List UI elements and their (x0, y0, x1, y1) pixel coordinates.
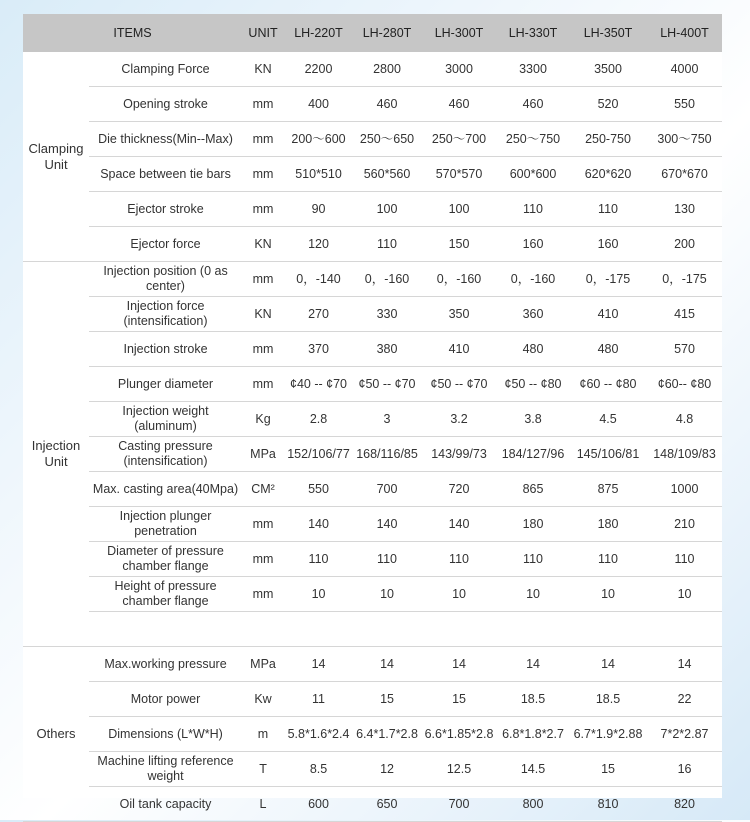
row-unit: MPa (242, 647, 284, 682)
cell: 200 (647, 227, 722, 262)
cell: 250～700 (421, 122, 497, 157)
cell: 14 (421, 647, 497, 682)
cell: 865 (497, 472, 569, 507)
row-item: Injection force (intensification) (89, 297, 242, 332)
group-label-injection-unit: Injection Unit (23, 262, 89, 647)
row-item: Space between tie bars (89, 157, 242, 192)
cell: 11 (284, 682, 353, 717)
cell (353, 612, 421, 647)
table-row (23, 437, 722, 472)
table-row (23, 157, 722, 192)
row-item: Max.working pressure (89, 647, 242, 682)
cell: 110 (284, 542, 353, 577)
cell: 3300 (497, 52, 569, 87)
cell: 2200 (284, 52, 353, 87)
cell: 510*510 (284, 157, 353, 192)
row-item: Motor power (89, 682, 242, 717)
row-unit: mm (242, 192, 284, 227)
cell: 3500 (569, 52, 647, 87)
cell: 700 (353, 472, 421, 507)
cell: ¢50 -- ¢70 (421, 367, 497, 402)
row-item: Injection plunger penetration (89, 507, 242, 542)
row-item: Ejector force (89, 227, 242, 262)
row-unit: mm (242, 157, 284, 192)
cell: 100 (353, 192, 421, 227)
cell: 250～650 (353, 122, 421, 157)
cell: 16 (647, 752, 722, 787)
cell: 410 (569, 297, 647, 332)
row-unit: mm (242, 262, 284, 297)
table-row (23, 262, 722, 297)
row-item: Oil tank capacity (89, 787, 242, 822)
cell: 110 (421, 542, 497, 577)
cell: ¢40 -- ¢70 (284, 367, 353, 402)
cell: 148/109/83 (647, 437, 722, 472)
cell: ¢50 -- ¢70 (353, 367, 421, 402)
header-model: LH-330T (497, 14, 569, 52)
cell (647, 612, 722, 647)
cell: 460 (353, 87, 421, 122)
row-unit: KN (242, 52, 284, 87)
cell: 180 (569, 507, 647, 542)
cell: 143/99/73 (421, 437, 497, 472)
cell: 250-750 (569, 122, 647, 157)
cell (569, 612, 647, 647)
cell: 670*670 (647, 157, 722, 192)
cell: 480 (497, 332, 569, 367)
table-row (23, 612, 722, 647)
table-row (23, 332, 722, 367)
cell: 600*600 (497, 157, 569, 192)
cell: 250～750 (497, 122, 569, 157)
cell: 460 (497, 87, 569, 122)
cell: 110 (647, 542, 722, 577)
cell (284, 612, 353, 647)
cell (421, 612, 497, 647)
table-row (23, 367, 722, 402)
table-header-row (23, 14, 722, 52)
cell: 140 (284, 507, 353, 542)
spec-table-card (23, 14, 722, 811)
cell: 145/106/81 (569, 437, 647, 472)
cell: 100 (421, 192, 497, 227)
cell: 360 (497, 297, 569, 332)
cell: 160 (497, 227, 569, 262)
cell: 4.8 (647, 402, 722, 437)
cell: 90 (284, 192, 353, 227)
table-row (23, 87, 722, 122)
table-row (23, 52, 722, 87)
cell: 6.7*1.9*2.88 (569, 717, 647, 752)
header-model: LH-400T (647, 14, 722, 52)
cell: 720 (421, 472, 497, 507)
cell: ¢60 -- ¢80 (569, 367, 647, 402)
cell: 7*2*2.87 (647, 717, 722, 752)
table-row (23, 122, 722, 157)
cell: 10 (647, 577, 722, 612)
specification-table (23, 14, 722, 822)
cell: 15 (353, 682, 421, 717)
cell: 330 (353, 297, 421, 332)
header-model: LH-280T (353, 14, 421, 52)
cell: 18.5 (497, 682, 569, 717)
cell: 3.8 (497, 402, 569, 437)
cell: 810 (569, 787, 647, 822)
cell: 14 (284, 647, 353, 682)
table-row (23, 227, 722, 262)
cell: 6.8*1.8*2.7 (497, 717, 569, 752)
cell: 10 (284, 577, 353, 612)
cell: 152/106/77 (284, 437, 353, 472)
cell: 18.5 (569, 682, 647, 717)
row-unit: L (242, 787, 284, 822)
cell: ¢50 -- ¢80 (497, 367, 569, 402)
cell: 15 (421, 682, 497, 717)
cell: 460 (421, 87, 497, 122)
cell: 6.6*1.85*2.8 (421, 717, 497, 752)
cell: 12 (353, 752, 421, 787)
row-unit: mm (242, 507, 284, 542)
header-model: LH-220T (284, 14, 353, 52)
cell: 4000 (647, 52, 722, 87)
table-row (23, 192, 722, 227)
cell: 2.8 (284, 402, 353, 437)
cell: ¢60-- ¢80 (647, 367, 722, 402)
cell: 0，-160 (353, 262, 421, 297)
cell: 6.4*1.7*2.8 (353, 717, 421, 752)
row-item: Plunger diameter (89, 367, 242, 402)
table-row (23, 542, 722, 577)
table-row (23, 472, 722, 507)
cell: 570*570 (421, 157, 497, 192)
cell: 14.5 (497, 752, 569, 787)
row-item: Ejector stroke (89, 192, 242, 227)
cell: 550 (284, 472, 353, 507)
cell: 400 (284, 87, 353, 122)
cell: 210 (647, 507, 722, 542)
cell: 110 (497, 192, 569, 227)
cell: 110 (353, 227, 421, 262)
cell: 550 (647, 87, 722, 122)
cell: 110 (569, 192, 647, 227)
cell: 600 (284, 787, 353, 822)
group-label-clamping-unit: Clamping Unit (23, 52, 89, 262)
row-item: Max. casting area(40Mpa) (89, 472, 242, 507)
cell: 14 (569, 647, 647, 682)
row-unit: Kw (242, 682, 284, 717)
row-unit (242, 612, 284, 647)
cell (497, 612, 569, 647)
cell: 350 (421, 297, 497, 332)
cell: 620*620 (569, 157, 647, 192)
cell: 3.2 (421, 402, 497, 437)
cell: 140 (421, 507, 497, 542)
row-item: Injection position (0 as center) (89, 262, 242, 297)
cell: 10 (569, 577, 647, 612)
table-row (23, 297, 722, 332)
row-unit: mm (242, 367, 284, 402)
cell: 5.8*1.6*2.4 (284, 717, 353, 752)
row-item: Machine lifting reference weight (89, 752, 242, 787)
row-unit: m (242, 717, 284, 752)
cell: 10 (497, 577, 569, 612)
cell: 110 (497, 542, 569, 577)
table-row (23, 647, 722, 682)
cell: 800 (497, 787, 569, 822)
cell: 14 (497, 647, 569, 682)
table-row (23, 787, 722, 822)
row-unit: T (242, 752, 284, 787)
table-row (23, 752, 722, 787)
cell: 130 (647, 192, 722, 227)
cell: 370 (284, 332, 353, 367)
table-row (23, 402, 722, 437)
row-item (89, 612, 242, 647)
table-row (23, 507, 722, 542)
cell: 820 (647, 787, 722, 822)
cell: 875 (569, 472, 647, 507)
cell: 380 (353, 332, 421, 367)
row-item: Diameter of pressure chamber flange (89, 542, 242, 577)
row-item: Injection weight (aluminum) (89, 402, 242, 437)
cell: 14 (647, 647, 722, 682)
row-unit: mm (242, 87, 284, 122)
cell: 180 (497, 507, 569, 542)
cell: 0，-175 (569, 262, 647, 297)
cell: 200～600 (284, 122, 353, 157)
cell: 520 (569, 87, 647, 122)
header-items: ITEMS (23, 14, 242, 52)
cell: 300～750 (647, 122, 722, 157)
cell: 120 (284, 227, 353, 262)
cell: 150 (421, 227, 497, 262)
cell: 8.5 (284, 752, 353, 787)
row-unit: mm (242, 332, 284, 367)
row-item: Die thickness(Min--Max) (89, 122, 242, 157)
header-model: LH-350T (569, 14, 647, 52)
cell: 410 (421, 332, 497, 367)
cell: 650 (353, 787, 421, 822)
cell: 22 (647, 682, 722, 717)
row-unit: MPa (242, 437, 284, 472)
cell: 700 (421, 787, 497, 822)
cell: 160 (569, 227, 647, 262)
cell: 10 (353, 577, 421, 612)
table-row (23, 682, 722, 717)
cell: 168/116/85 (353, 437, 421, 472)
cell: 570 (647, 332, 722, 367)
cell: 1000 (647, 472, 722, 507)
row-unit: KN (242, 227, 284, 262)
row-item: Casting pressure (intensification) (89, 437, 242, 472)
cell: 15 (569, 752, 647, 787)
table-row (23, 577, 722, 612)
table-row (23, 717, 722, 752)
group-label-others: Others (23, 647, 89, 822)
row-unit: CM² (242, 472, 284, 507)
header-model: LH-300T (421, 14, 497, 52)
cell: 3000 (421, 52, 497, 87)
cell: 480 (569, 332, 647, 367)
cell: 560*560 (353, 157, 421, 192)
cell: 140 (353, 507, 421, 542)
cell: 110 (569, 542, 647, 577)
cell: 0，-160 (497, 262, 569, 297)
cell: 4.5 (569, 402, 647, 437)
row-unit: mm (242, 542, 284, 577)
row-unit: KN (242, 297, 284, 332)
cell: 184/127/96 (497, 437, 569, 472)
row-unit: Kg (242, 402, 284, 437)
cell: 110 (353, 542, 421, 577)
cell: 12.5 (421, 752, 497, 787)
cell: 0，-160 (421, 262, 497, 297)
header-unit: UNIT (242, 14, 284, 52)
row-item: Dimensions (L*W*H) (89, 717, 242, 752)
cell: 14 (353, 647, 421, 682)
cell: 0，-175 (647, 262, 722, 297)
row-item: Height of pressure chamber flange (89, 577, 242, 612)
cell: 415 (647, 297, 722, 332)
cell: 10 (421, 577, 497, 612)
row-item: Injection stroke (89, 332, 242, 367)
cell: 3 (353, 402, 421, 437)
row-unit: mm (242, 577, 284, 612)
cell: 0，-140 (284, 262, 353, 297)
row-item: Clamping Force (89, 52, 242, 87)
cell: 270 (284, 297, 353, 332)
row-unit: mm (242, 122, 284, 157)
row-item: Opening stroke (89, 87, 242, 122)
cell: 2800 (353, 52, 421, 87)
